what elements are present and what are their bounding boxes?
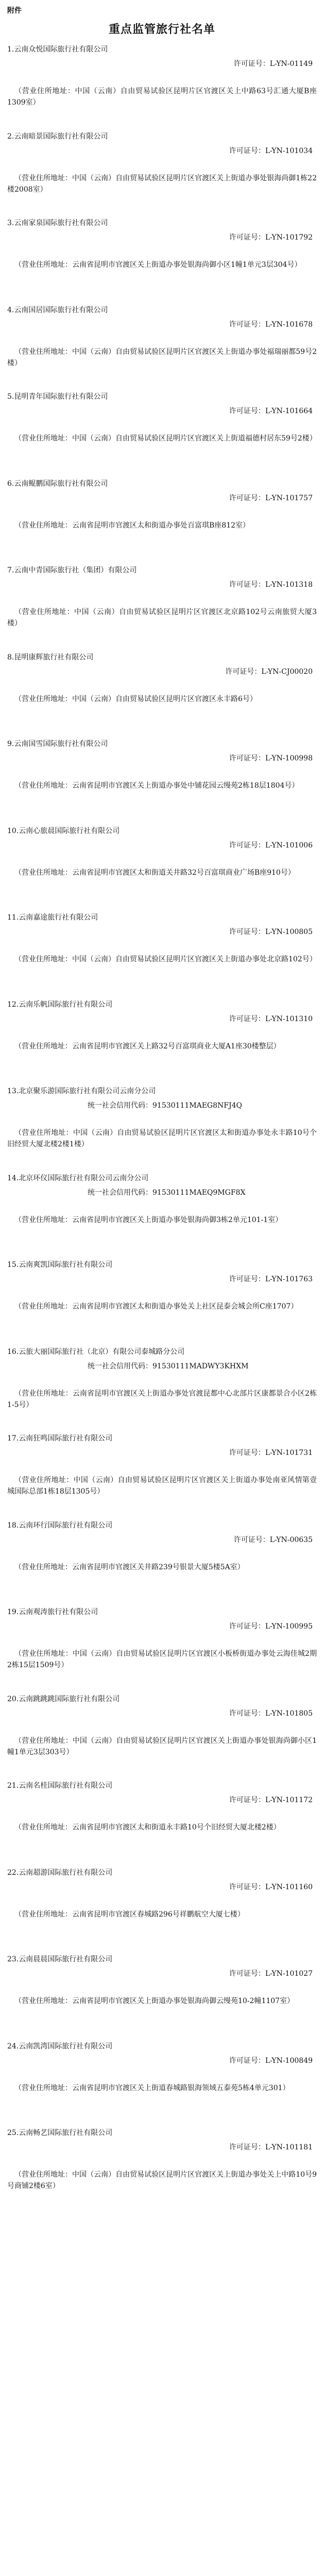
list-item [0, 644, 324, 731]
attachment-label: 附件 [7, 7, 22, 15]
list-item [0, 557, 324, 644]
list-item [0, 383, 324, 470]
agency-name: 24.云南凯湾国际旅行社有限公司 [7, 2042, 113, 2050]
license-number: 许可证号：L-YN-101664 [229, 407, 313, 415]
agency-name: 10.云南心旅晨国际旅行社有限公司 [7, 826, 120, 835]
business-address: （营业住所地址：中国（云南）自由贸易试验区昆明片区官渡区北京路102号云南旅贸大厦3楼） [7, 608, 317, 628]
agency-name: 9.云南国雪国际旅行社有限公司 [7, 740, 108, 748]
agency-name: 17.云南狂鸣国际旅行社有限公司 [7, 1434, 113, 1443]
list-item [0, 2033, 324, 2120]
list-item [0, 904, 324, 991]
agency-name: 11.云南嘉途旅行社有限公司 [7, 913, 98, 922]
agency-list [0, 36, 324, 2207]
business-address: （营业住所地址：中国（云南）自由贸易试验区昆明片区官渡区关上街道办事处银海尚御小区1幢1单元3层303号） [7, 1736, 317, 1756]
business-address: （营业住所地址：云南省昆明市官渡区太和街道办事处关上社区昆泰会城会所C座1707） [14, 1302, 298, 1311]
business-address: （营业住所地址：中国（云南）自由贸易试验区昆明片区官渡区关上中路63号汇通大厦B座1309室） [7, 87, 317, 107]
license-number: 许可证号：L-YN-101792 [229, 233, 313, 242]
list-item [0, 1599, 324, 1686]
license-number: 许可证号：L-YN-101310 [229, 1014, 313, 1023]
license-number: 许可证号：L-YN-101757 [229, 494, 313, 502]
business-address: （营业住所地址：中国（云南）自由贸易试验区昆明片区官渡区关上街道办事处福瑞丽都59号2楼） [7, 347, 317, 367]
license-number: 许可证号：L-YN-01149 [233, 60, 313, 68]
credit-code: 统一社会信用代码：91530111MADWY3KHXM [88, 1362, 249, 1370]
list-item [0, 818, 324, 905]
list-item [0, 1946, 324, 2033]
list-item [0, 1078, 324, 1165]
list-item [0, 470, 324, 557]
list-item [0, 123, 324, 210]
agency-name: 3.云南家泉国际旅行社有限公司 [7, 219, 108, 227]
agency-name: 14.北京环仪国际旅行社有限公司云南分公司 [7, 1174, 149, 1182]
business-address: （营业住所地址：中国（云南）自由贸易试验区昆明片区官渡区关上街道办事处银海尚御1栋22楼2008室） [7, 174, 317, 194]
list-item [0, 297, 324, 384]
business-address: （营业住所地址：云南省昆明市官渡区关上路32号百富琪商业大厦A1座30楼整层） [14, 1042, 281, 1050]
business-address: （营业住所地址：中国（云南）自由贸易试验区昆明片区官渡区关上街道福德村居东59号2楼） [14, 434, 317, 443]
business-address: （营业住所地址：中国（云南）自由贸易试验区昆明片区官渡区关上街道办事处北京路102号） [14, 955, 317, 963]
list-item [0, 1772, 324, 1859]
list-item [0, 1512, 324, 1599]
agency-name: 12.云南乐帆国际旅行社有限公司 [7, 1000, 113, 1009]
agency-name: 21.云南名桂国际旅行社有限公司 [7, 1782, 113, 1790]
license-number: 许可证号：L-YN-101805 [229, 1709, 313, 1718]
agency-name: 4.云南国居国际旅行社有限公司 [7, 306, 108, 314]
business-address: （营业住所地址：中国（云南）自由贸易试验区昆明片区官渡区永丰路6号） [14, 694, 257, 703]
agency-name: 2.云南暗景国际旅行社有限公司 [7, 132, 108, 141]
agency-name: 18.云南环行国际旅行社有限公司 [7, 1521, 113, 1530]
agency-name: 25.云南畅艺国际旅行社有限公司 [7, 2129, 113, 2137]
license-number: 许可证号：L-YN-101006 [229, 841, 313, 850]
license-number: 许可证号：L-YN-100995 [229, 1622, 313, 1631]
license-number: 许可证号：L-YN-101034 [229, 146, 313, 155]
license-number: 许可证号：L-YN-101160 [229, 1883, 313, 1891]
list-item [0, 36, 324, 123]
license-number: 许可证号：L-YN-101678 [229, 320, 313, 329]
agency-name: 7.云南中青国际旅行社（集团）有限公司 [7, 566, 137, 574]
document-title: 重点监管旅行社名单 [108, 23, 215, 36]
license-number: 许可证号：L-YN-101763 [229, 1275, 313, 1283]
agency-name: 19.云南观涛旅行社有限公司 [7, 1608, 98, 1616]
license-number: 许可证号：L-YN-101172 [229, 1796, 313, 1804]
business-address: （营业住所地址：云南省昆明市官渡区关上街道办事处中铺花园云缦苑2栋18层1804号） [14, 782, 299, 790]
license-number: 许可证号：L-YN-00635 [233, 1535, 313, 1544]
list-item [0, 1251, 324, 1338]
agency-name: 5.昆明青年国际旅行社有限公司 [7, 393, 108, 401]
credit-code: 统一社会信用代码：91530111MAEG8NFJ4Q [88, 1101, 242, 1110]
business-address: （营业住所地址：中国（云南）自由贸易试验区昆明片区官渡区关上街道办事处南亚风情第壹城国际总部1栋18层1305号） [7, 1476, 317, 1496]
agency-name: 22.云南超游国际旅行社有限公司 [7, 1868, 113, 1877]
business-address: （营业住所地址：云南省昆明市官渡区关上街道办事处银海尚御小区1幢1单元3层304号） [14, 261, 302, 269]
license-number: 许可证号：L-YN-100805 [229, 928, 313, 936]
license-number: 许可证号：L-YN-100849 [229, 2056, 313, 2065]
business-address: （营业住所地址：中国（云南）自由贸易试验区昆明片区官渡区关上街道办事处关上中路10号9号商铺2楼6室） [7, 2171, 317, 2190]
agency-name: 16.云旅大丽国际旅行社（北京）有限公司泰城路分公司 [7, 1347, 185, 1356]
agency-name: 20.云南跳跳跳国际旅行社有限公司 [7, 1694, 120, 1703]
agency-name: 6.云南鲲鹏国际旅行社有限公司 [7, 479, 108, 488]
agency-name: 23.云南晨晨国际旅行社有限公司 [7, 1955, 113, 1963]
credit-code: 统一社会信用代码：91530111MAEQ9MGF8X [88, 1188, 246, 1197]
license-number: 许可证号：L-YN-101318 [229, 581, 313, 589]
license-number: 许可证号：L-YN-101731 [229, 1449, 313, 1457]
agency-name: 15.云南爽凯国际旅行社有限公司 [7, 1261, 113, 1269]
agency-name: 8.昆明康辉旅行社有限公司 [7, 653, 94, 662]
list-item [0, 1686, 324, 1773]
list-item [0, 210, 324, 297]
list-item [0, 1859, 324, 1946]
license-number: 许可证号：L-YN-100998 [229, 754, 313, 762]
business-address: （营业住所地址：中国（云南）自由贸易试验区昆明片区官渡区太和街道办事处永丰路10号个旧经贸大厦北楼2楼1楼） [7, 1129, 317, 1148]
business-address: （营业住所地址：云南省昆明市官渡区太和街道关井路32号百富琪商业广场B座910号） [14, 868, 295, 877]
business-address: （营业住所地址：云南省昆明市官渡区关上街道办事处官渡昆都中心北部片区康都景合小区2栋1-5号） [7, 1389, 317, 1409]
business-address: （营业住所地址：云南省昆明市官渡区太和街道永丰路10号个旧经贸大厦北楼2楼） [14, 1823, 281, 1832]
list-item [0, 1338, 324, 1426]
business-address: （营业住所地址：云南省昆明市官渡区关上街道办事处银海尚御云缦苑10-2幢1107室） [14, 1997, 295, 2005]
list-item [0, 1425, 324, 1512]
business-address: （营业住所地址：中国（云南）自由贸易试验区昆明片区官渡区小板桥街道办事处云海佳城2期2栋15层1509号） [7, 1650, 317, 1669]
business-address: （营业住所地址：云南省昆明市官渡区太和街道办事处百富琪B座812室） [14, 521, 250, 530]
list-item [0, 731, 324, 818]
license-number: 许可证号：L-YN-CJ00020 [225, 667, 313, 676]
list-item [0, 991, 324, 1078]
license-number: 许可证号：L-YN-101027 [229, 1970, 313, 1978]
business-address: （营业住所地址：云南省昆明市官渡区春城路296号祥鹏航空大厦七楼） [14, 1910, 245, 1919]
business-address: （营业住所地址：云南省昆明市官渡区关上街道办事处银海尚御3栋2单元101-1室） [14, 1215, 283, 1224]
business-address: （营业住所地址：云南省昆明市官渡区关井路239号银景大厦5楼5A室） [14, 1563, 245, 1571]
agency-name: 1.云南众悦国际旅行社有限公司 [7, 45, 108, 54]
license-number: 许可证号：L-YN-101181 [229, 2143, 313, 2151]
agency-name: 13.北京聚乐游国际旅行社有限公司云南分公司 [7, 1087, 156, 1095]
list-item [0, 2120, 324, 2207]
business-address: （营业住所地址：云南省昆明市官渡区关上街道春城路银海领域五泰苑5栋4单元301） [14, 2083, 290, 2092]
list-item [0, 1165, 324, 1252]
